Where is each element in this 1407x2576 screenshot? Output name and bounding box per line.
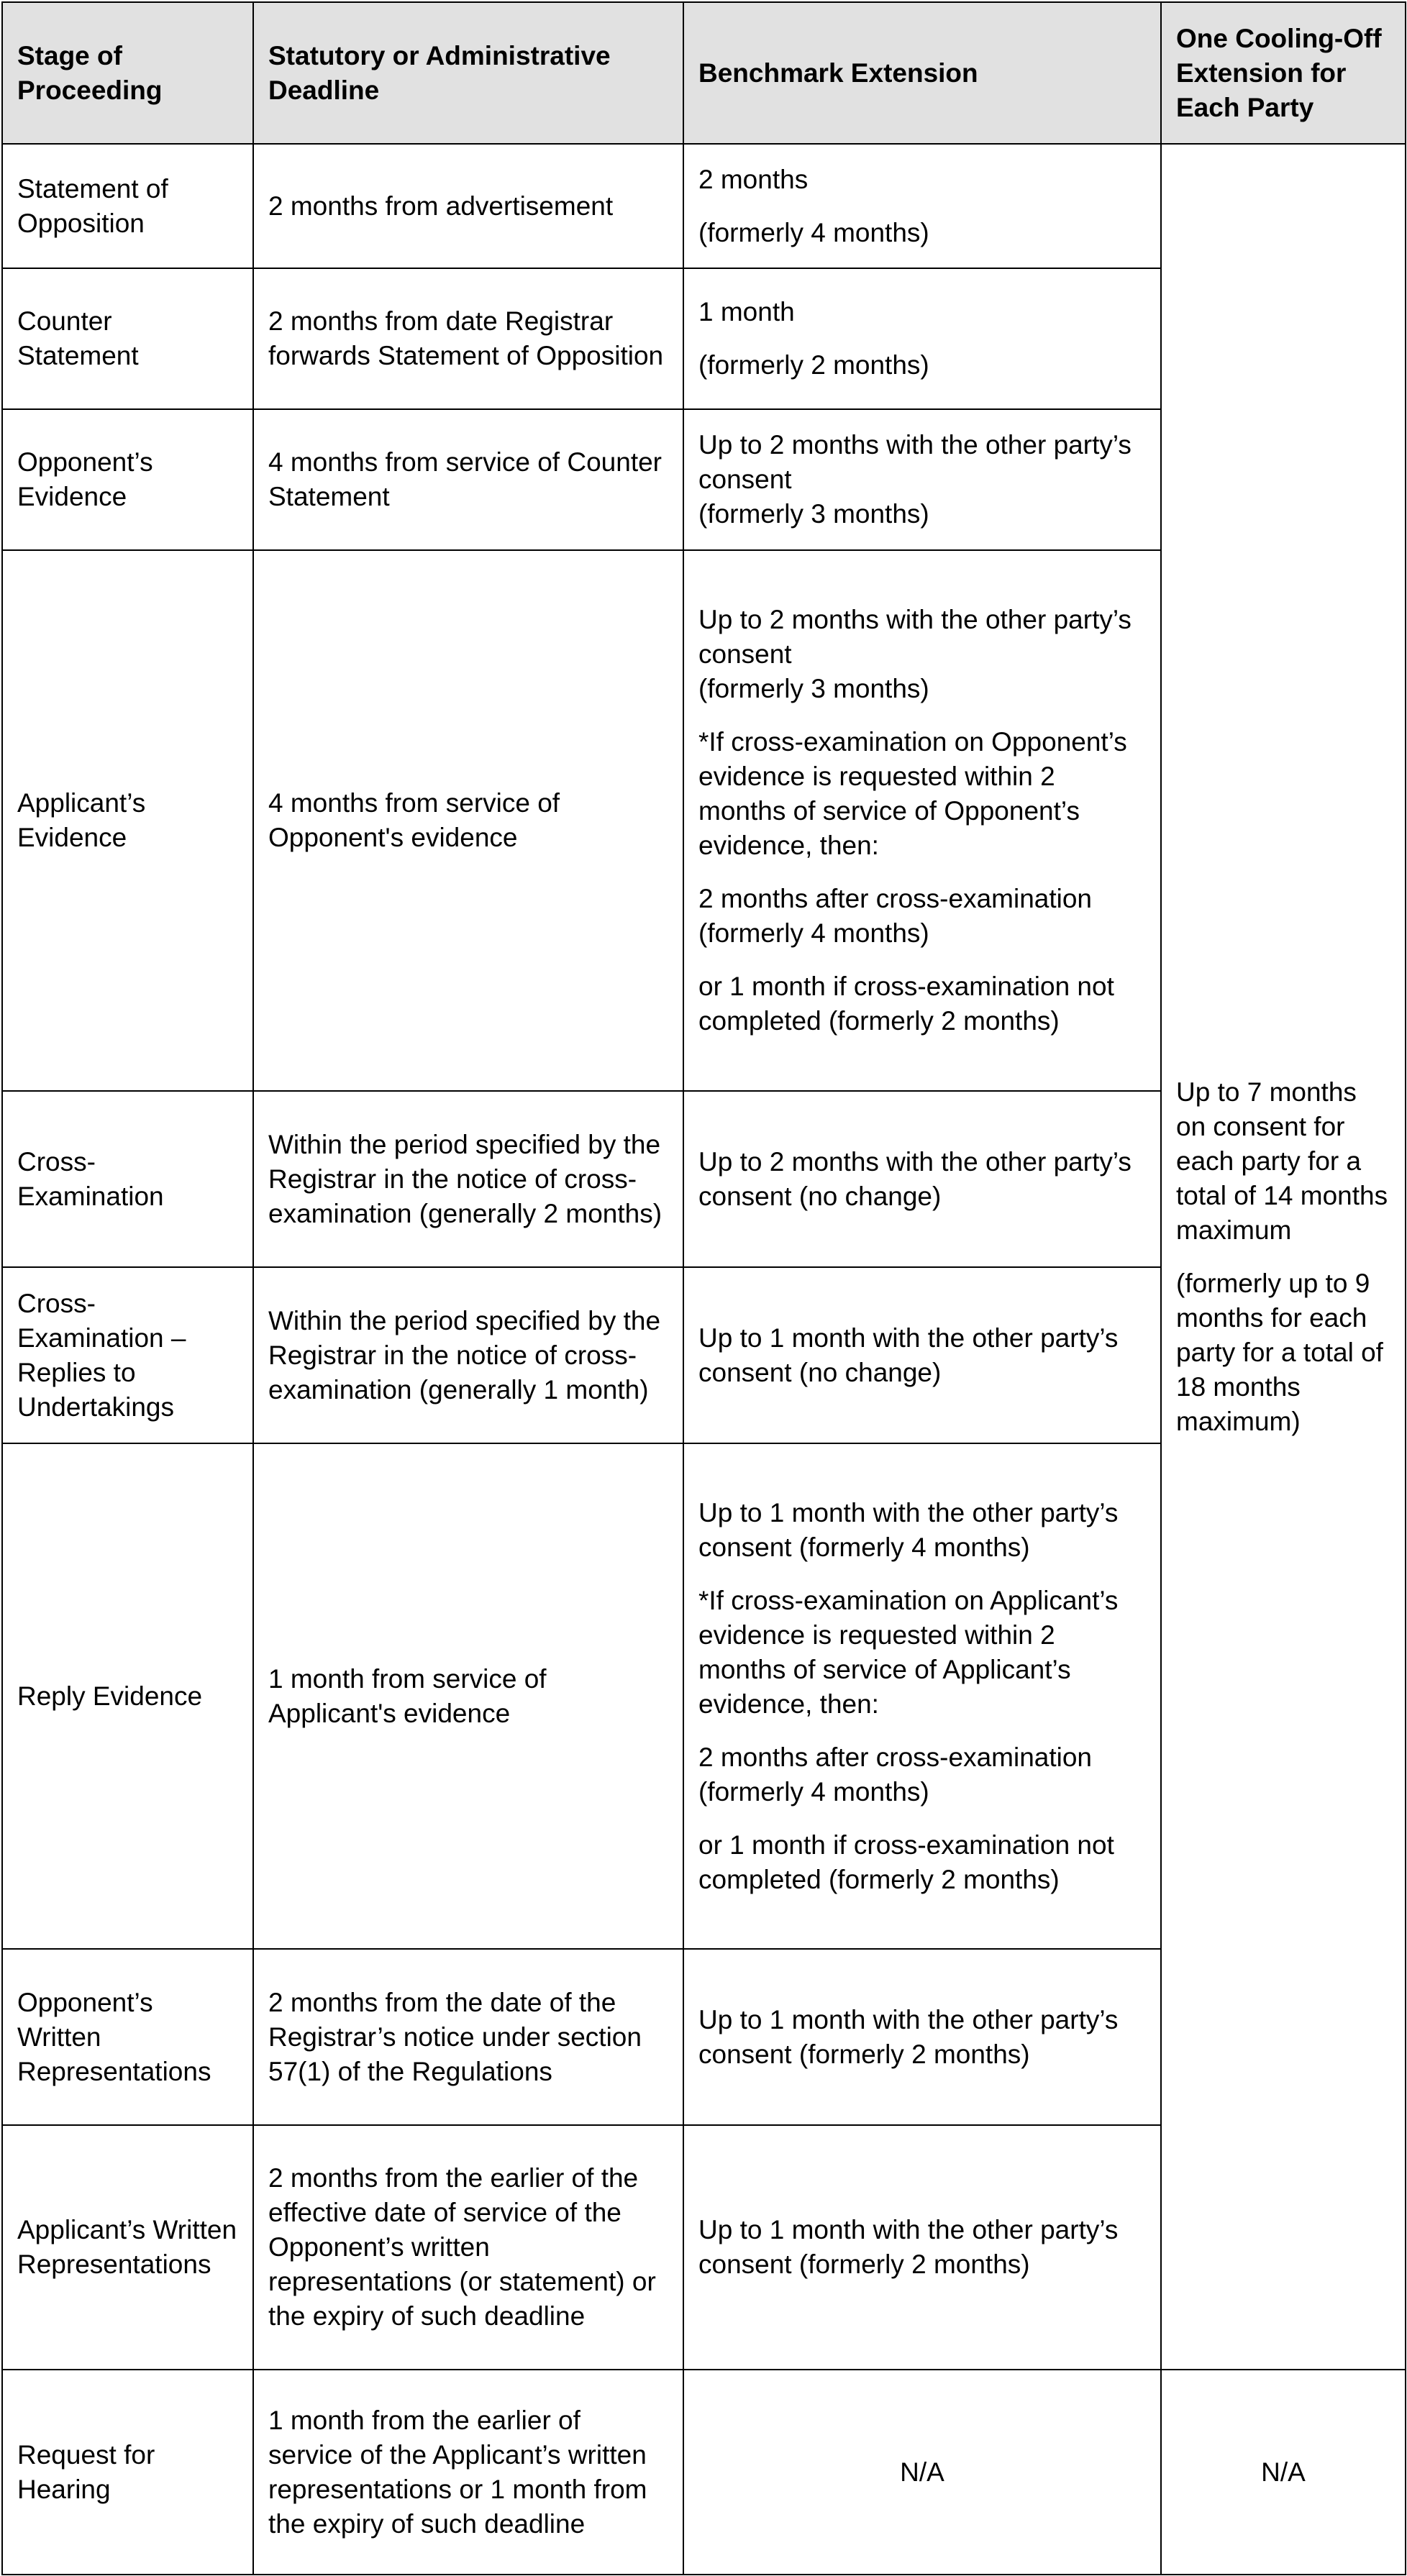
- deadline-cell: 4 months from service of Counter Statement: [253, 409, 683, 550]
- deadline-cell: 1 month from the earlier of service of the Applicant’s written representations or 1 month from the expiry of such deadline: [253, 2370, 683, 2575]
- benchmark-paragraph: 2 months: [698, 164, 809, 194]
- benchmark-paragraph: 2 months after cross-examination (formerly 4 months): [698, 1742, 1093, 1807]
- benchmark-cell: Up to 2 months with the other party’s consent (no change): [683, 1091, 1161, 1267]
- deadline-cell: 4 months from service of Opponent's evidence: [253, 550, 683, 1091]
- benchmark-paragraph: Up to 2 months with the other party’s consent (formerly 3 months): [698, 430, 1131, 529]
- table-row: [2, 2370, 1406, 2575]
- stage-cell: Cross-Examination – Replies to Undertakings: [2, 1267, 253, 1443]
- benchmark-paragraph: (formerly 4 months): [698, 217, 929, 247]
- stage-cell: Counter Statement: [2, 268, 253, 409]
- deadline-cell: 1 month from service of Applicant's evidence: [253, 1443, 683, 1949]
- stage-cell: Request for Hearing: [2, 2370, 253, 2575]
- stage-cell: Applicant’s Evidence: [2, 550, 253, 1091]
- deadline-cell: 2 months from date Registrar forwards Statement of Opposition: [253, 268, 683, 409]
- benchmark-cell: N/A: [683, 2370, 1161, 2575]
- benchmark-cell: Up to 1 month with the other party’s consent (formerly 2 months): [683, 2125, 1161, 2370]
- deadline-cell: Within the period specified by the Registrar in the notice of cross-examination (generally 2 months): [253, 1091, 683, 1267]
- benchmark-paragraph: or 1 month if cross-examination not completed (formerly 2 months): [698, 972, 1114, 1036]
- benchmark-paragraph: Up to 1 month with the other party’s consent (formerly 4 months): [698, 1497, 1119, 1562]
- stage-cell: Reply Evidence: [2, 1443, 253, 1949]
- benchmark-paragraph: or 1 month if cross-examination not completed (formerly 2 months): [698, 1830, 1114, 1894]
- benchmark-cell: [683, 1443, 1161, 1949]
- deadline-cell: 2 months from the earlier of the effective date of service of the Opponent’s written representations (or statement) or the expiry of such deadline: [253, 2125, 683, 2370]
- benchmark-cell: [683, 409, 1161, 550]
- stage-cell: Cross-Examination: [2, 1091, 253, 1267]
- benchmark-paragraph: 2 months after cross-examination (formerly 4 months): [698, 884, 1093, 948]
- header-cooling-off: One Cooling-Off Extension for Each Party: [1161, 2, 1406, 144]
- stage-cell: Statement of Opposition: [2, 144, 253, 268]
- deadline-cell: Within the period specified by the Registrar in the notice of cross-examination (generally 1 month): [253, 1267, 683, 1443]
- benchmark-paragraph: *If cross-examination on Applicant’s evidence is requested within 2 months of service of Applicant’s evidence, then:: [698, 1585, 1119, 1719]
- opposition-deadlines-table: [1, 1, 1406, 2575]
- cooling-off-paragraph: Up to 7 months on consent for each party for a total of 14 months maximum: [1176, 1077, 1388, 1245]
- header-deadline: Statutory or Administrative Deadline: [253, 2, 683, 144]
- benchmark-cell: Up to 1 month with the other party’s consent (no change): [683, 1267, 1161, 1443]
- benchmark-paragraph: (formerly 2 months): [698, 350, 929, 380]
- benchmark-paragraph: *If cross-examination on Opponent’s evidence is requested within 2 months of service of Opponent’s evidence, then:: [698, 727, 1127, 860]
- stage-cell: Applicant’s Written Representations: [2, 2125, 253, 2370]
- benchmark-cell: [683, 550, 1161, 1091]
- cooling-off-paragraph: (formerly up to 9 months for each party for a total of 18 months maximum): [1176, 1268, 1383, 1436]
- header-stage: Stage of Proceeding: [2, 2, 253, 144]
- deadline-cell: 2 months from advertisement: [253, 144, 683, 268]
- header-row: [2, 2, 1406, 144]
- benchmark-paragraph: Up to 2 months with the other party’s consent (formerly 3 months): [698, 605, 1131, 703]
- stage-cell: Opponent’s Evidence: [2, 409, 253, 550]
- benchmark-cell: [683, 144, 1161, 268]
- cooling-off-cell: N/A: [1161, 2370, 1406, 2575]
- deadline-cell: 2 months from the date of the Registrar’s notice under section 57(1) of the Regulations: [253, 1949, 683, 2125]
- benchmark-cell: Up to 1 month with the other party’s consent (formerly 2 months): [683, 1949, 1161, 2125]
- cooling-off-cell: [1161, 144, 1406, 2370]
- header-benchmark: Benchmark Extension: [683, 2, 1161, 144]
- benchmark-cell: [683, 268, 1161, 409]
- table-row: [2, 144, 1406, 268]
- benchmark-paragraph: 1 month: [698, 297, 795, 326]
- stage-cell: Opponent’s Written Representations: [2, 1949, 253, 2125]
